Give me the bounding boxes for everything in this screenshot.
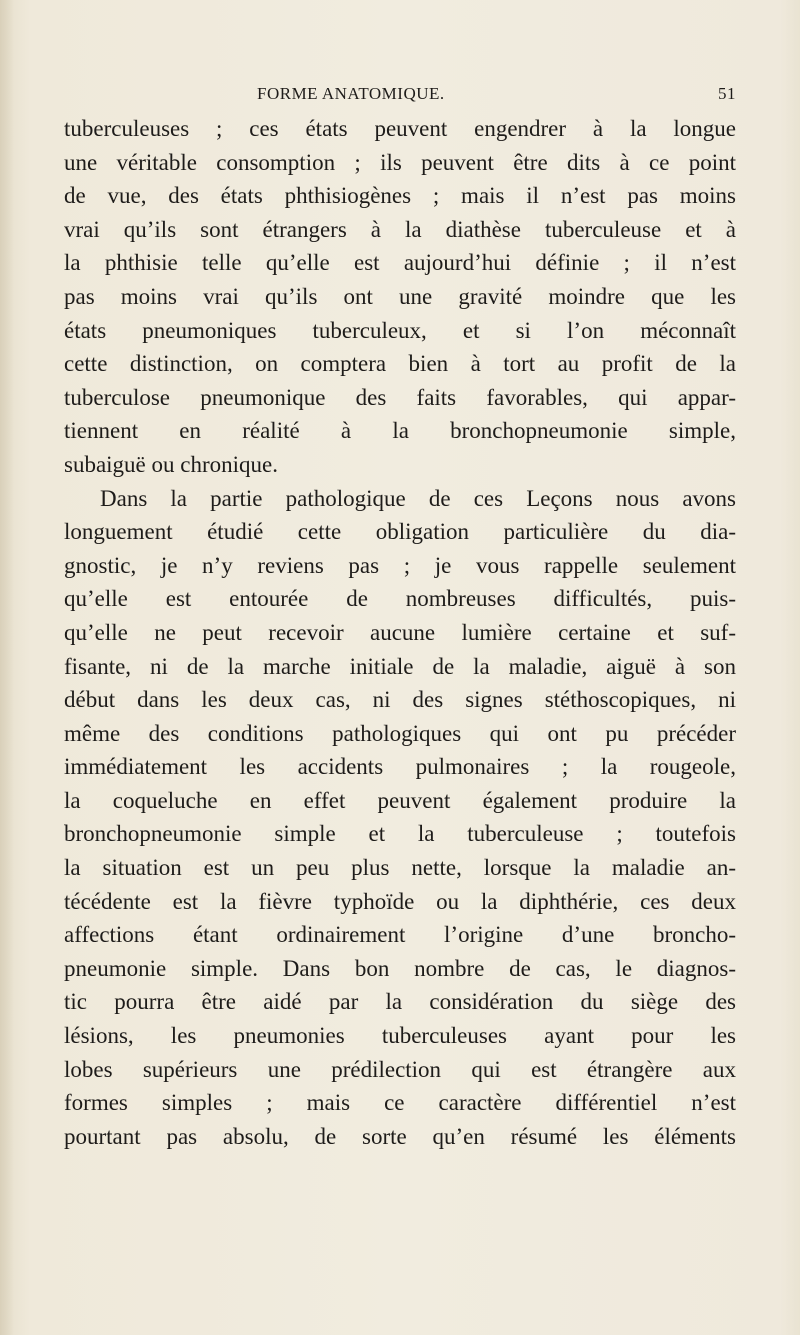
text-line: tuberculose pneumonique des faits favorables, qui appar- [64,384,736,410]
text-line: formes simples ; mais ce caractère différentiel n’est [64,1090,736,1116]
text-line: pas moins vrai qu’ils ont une gravité moindre que les [64,283,736,309]
running-title: FORME ANATOMIQUE. [257,84,445,103]
running-head [64,84,736,108]
text-line: états pneumoniques tuberculeux, et si l’on méconnaît [64,317,736,343]
text-line: bronchopneumonie simple et la tuberculeuse ; toutefois [64,821,736,847]
text-line: début dans les deux cas, ni des signes stéthoscopiques, ni [64,687,736,713]
text-line: gnostic, je n’y reviens pas ; je vous rappelle seulement [64,552,736,578]
body-text [64,112,736,1153]
text-line: vrai qu’ils sont étrangers à la diathèse tuberculeuse et à [64,216,736,242]
text-line: pourtant pas absolu, de sorte qu’en résumé les éléments [64,1123,736,1149]
text-line: immédiatement les accidents pulmonaires ; la rougeole, [64,754,736,780]
text-line: lésions, les pneumonies tuberculeuses ayant pour les [64,1023,736,1049]
text-line: affections étant ordinairement l’origine d’une broncho- [64,922,736,948]
text-line: fisante, ni de la marche initiale de la maladie, aiguë à son [64,653,736,679]
page-number: 51 [718,84,736,103]
text-line: tic pourra être aidé par la considération du siège des [64,989,736,1015]
paragraph-end-line: subaiguë ou chronique. [64,451,278,477]
text-line: pneumonie simple. Dans bon nombre de cas, le diagnos- [64,955,736,981]
text-line: cette distinction, on comptera bien à tort au profit de la [64,351,736,377]
text-line: même des conditions pathologiques qui ont pu précéder [64,720,736,746]
text-line: de vue, des états phthisiogènes ; mais il n’est pas moins [64,183,736,209]
text-line: une véritable consomption ; ils peuvent être dits à ce point [64,149,736,175]
text-line: la situation est un peu plus nette, lorsque la maladie an- [64,855,736,881]
paragraph-start-line: Dans la partie pathologique de ces Leçons nous avons [100,485,736,511]
binding-shadow [0,0,14,1335]
text-line: técédente est la fièvre typhoïde ou la diphthérie, ces deux [64,888,736,914]
text-line: qu’elle ne peut recevoir aucune lumière certaine et suf- [64,619,736,645]
text-line: qu’elle est entourée de nombreuses difficultés, puis- [64,586,736,612]
text-line: longuement étudié cette obligation particulière du dia- [64,519,736,545]
text-line: lobes supérieurs une prédilection qui est étrangère aux [64,1056,736,1082]
text-line: la phthisie telle qu’elle est aujourd’hui définie ; il n’est [64,250,736,276]
text-line: tuberculeuses ; ces états peuvent engendrer à la longue [64,116,736,141]
text-line: la coqueluche en effet peuvent également produire la [64,787,736,813]
text-line: tiennent en réalité à la bronchopneumonie simple, [64,418,736,444]
